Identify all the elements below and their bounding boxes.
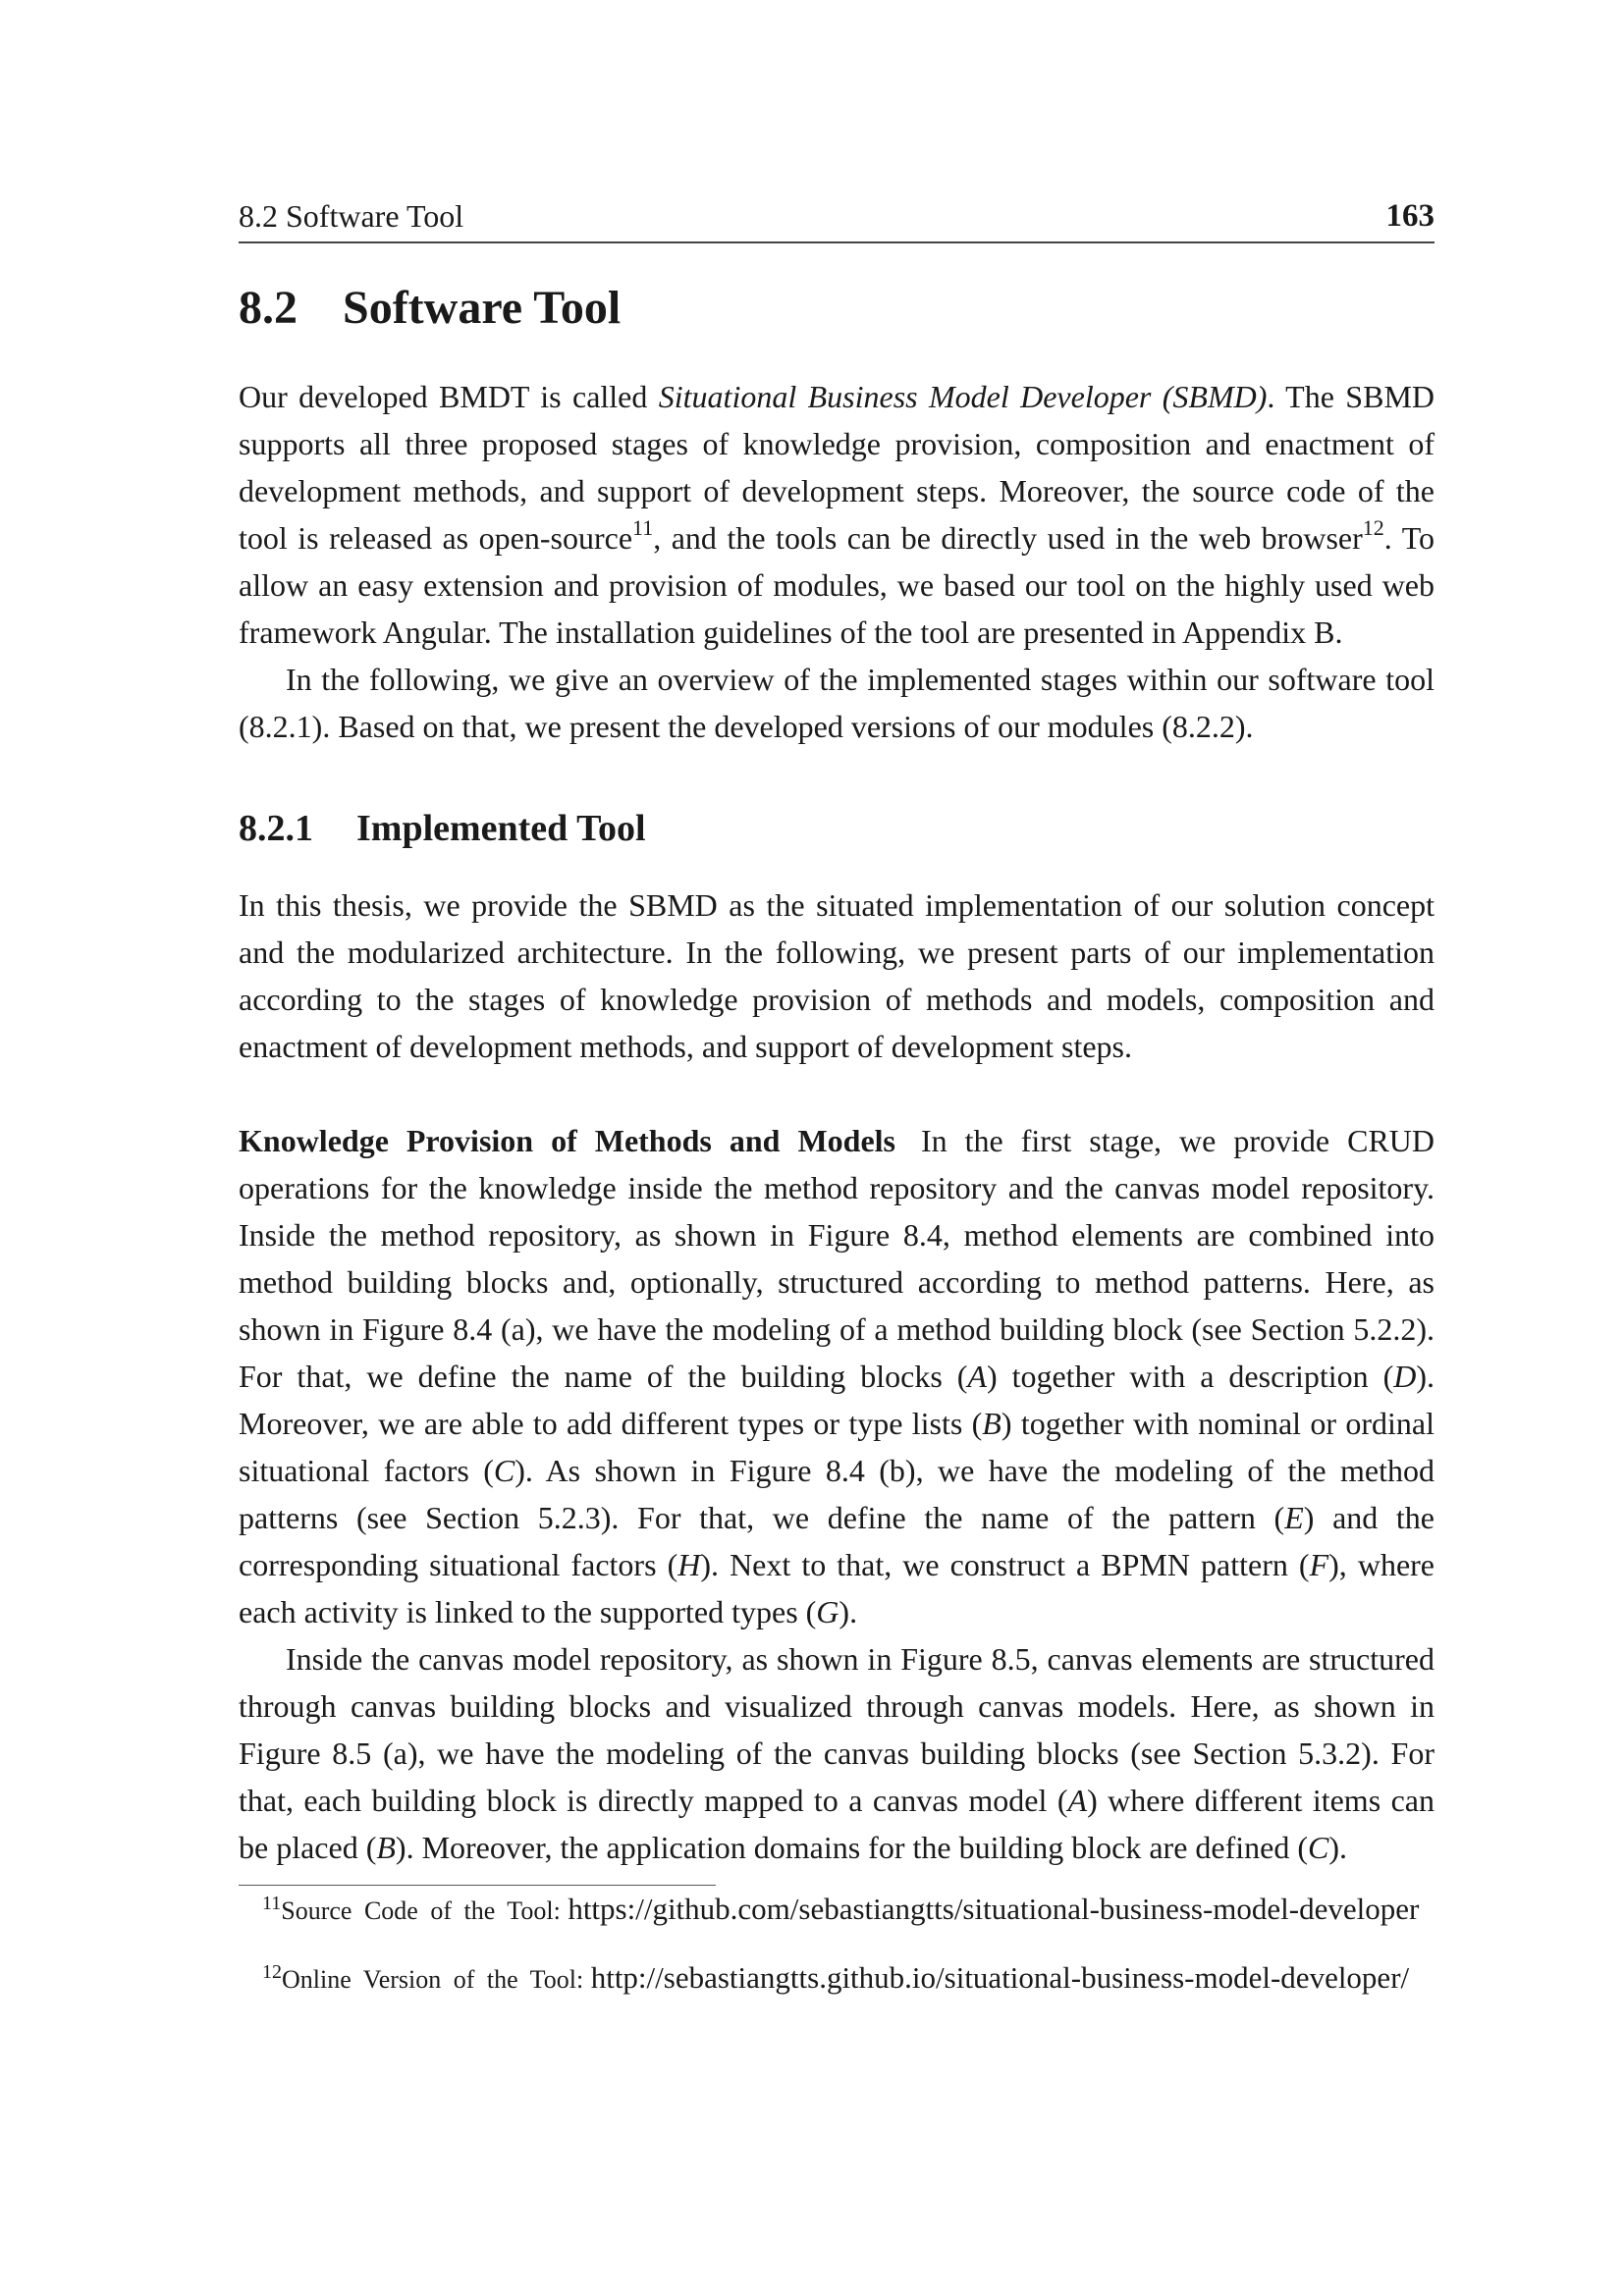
footnote-divider — [239, 1885, 716, 1886]
text-run: ). Next to that, we construct a BPMN pattern ( — [700, 1547, 1310, 1582]
footnote-ref-11[interactable]: 11 — [632, 515, 654, 540]
text-run: ). — [839, 1594, 858, 1629]
variable: A — [967, 1359, 987, 1394]
variable: A — [1067, 1783, 1088, 1818]
text-run: ). As shown in Figure 8.4 (b), we have the modeling of the method patterns (see Section 5.2.3). For that, we define the name of the pattern ( — [239, 1453, 1435, 1535]
subsection-title: Implemented Tool — [356, 808, 646, 849]
text-run: Inside the canvas model repository, as shown in Figure 8.5, canvas elements are structured through canvas building blocks and visualized through canvas models. Here, as shown in Figure 8.5 (a), we have the modeling of the canvas building blocks (see Section 5.3.2). For that, each building block is directly mapped to a canvas model ( — [239, 1641, 1435, 1818]
section-heading — [239, 281, 621, 335]
paragraph-canvas-repository — [239, 1635, 1435, 1871]
text-run: ). Moreover, the application domains for the building block are defined ( — [395, 1830, 1308, 1865]
text-run: ) and the corresponding situational factors ( — [239, 1500, 1435, 1582]
variable: B — [982, 1406, 1001, 1441]
footnote-link[interactable]: https://github.com/sebastiangtts/situational-business-model-developer — [568, 1892, 1420, 1926]
variable: H — [677, 1547, 701, 1582]
variable: D — [1393, 1359, 1417, 1394]
paragraph-overview: In the following, we give an overview of the implemented stages within our software tool (8.2.1). Based on that, we present the developed versions of our modules (8.2.2). — [239, 662, 1435, 744]
run-in-heading: Knowledge Provision of Methods and Models — [239, 1123, 895, 1158]
variable: F — [1309, 1547, 1329, 1582]
paragraph-intro — [239, 373, 1435, 656]
text-run: ) together with a description ( — [986, 1359, 1394, 1394]
variable: G — [816, 1594, 839, 1629]
text-run: ) together with nominal or ordinal situational factors ( — [239, 1406, 1435, 1488]
variable: B — [376, 1830, 396, 1865]
text-run: , and the tools can be directly used in the web browser — [653, 520, 1363, 556]
text-run: ) where different items can be placed ( — [239, 1783, 1435, 1865]
tool-name-italic: Situational Business Model Developer (SBMD) — [658, 379, 1268, 414]
text-run: . To allow an easy extension and provision of modules, we based our tool on the highly used web framework Angular. The installation guidelines of the tool are presented in Appendix B. — [239, 520, 1435, 650]
footnote-11 — [239, 1893, 1435, 1928]
subsection-heading — [239, 807, 646, 850]
text-run: ). — [1328, 1830, 1347, 1865]
text-run: In the first stage, we provide CRUD operations for the knowledge inside the method repository and the canvas model repository. Inside the method repository, as shown in Figure 8.4, method elements are combined into method building blocks and, optionally, structured according to method patterns. Here, as shown in Figure 8.4 (a), we have the modeling of a method building block (see Section 5.2.2). For that, we define the name of the building blocks ( — [239, 1123, 1435, 1394]
section-number: 8.2 — [239, 282, 298, 334]
footnote-label: Online Version of the Tool: — [282, 1965, 584, 1994]
variable: C — [493, 1453, 515, 1488]
footnote-12 — [239, 1961, 1435, 1997]
text-run: ), where each activity is linked to the supported types ( — [239, 1547, 1435, 1629]
text-run: ). Moreover, we are able to add different types or type lists ( — [239, 1359, 1435, 1441]
text-run: Our developed BMDT is called — [239, 379, 659, 414]
paragraph-implementation: In this thesis, we provide the SBMD as the situated implementation of our solution concept and the modularized architecture. In the following, we present parts of our implementation according to the stages of knowledge provision of methods and models, composition and enactment of development methods, and support of development steps. — [239, 887, 1435, 1064]
variable: C — [1308, 1830, 1329, 1865]
variable: E — [1284, 1500, 1304, 1535]
footnote-mark: 12 — [262, 1961, 282, 1983]
running-header — [239, 198, 1435, 243]
subsection-number: 8.2.1 — [239, 808, 313, 849]
page-number: 163 — [1385, 198, 1435, 234]
paragraph-knowledge-provision — [239, 1117, 1435, 1635]
footnote-ref-12[interactable]: 12 — [1362, 515, 1384, 540]
footnote-label: Source Code of the Tool: — [281, 1896, 561, 1925]
section-title: Software Tool — [343, 282, 622, 334]
footnote-link[interactable]: http://sebastiangtts.github.io/situational-business-model-developer/ — [590, 1960, 1410, 1995]
running-title: 8.2 Software Tool — [239, 198, 464, 234]
text-run: . The SBMD supports all three proposed stages of knowledge provision, composition and enactment of development methods, and support of development steps. Moreover, the source code of the tool is released as open-source — [239, 379, 1435, 556]
footnote-mark: 11 — [262, 1893, 282, 1914]
